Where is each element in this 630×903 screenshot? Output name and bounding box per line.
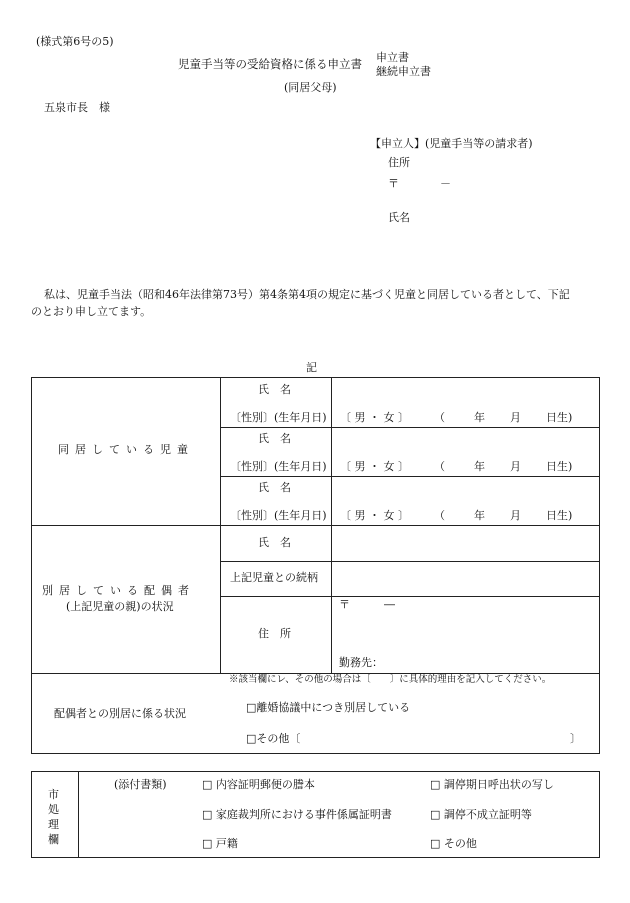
child-day-label: 日生)	[546, 411, 573, 424]
form-subtitle: (同居父母)	[284, 81, 337, 94]
child-year-label: 年	[474, 509, 485, 522]
child-sex-options: 〔 男 ・ 女 〕	[340, 509, 409, 522]
applicant-heading: 【申立人】(児童手当等の請求者)	[370, 137, 533, 150]
children-section-label: 同居している児童	[58, 443, 194, 456]
attachment-item: □ 内容証明郵便の謄本	[202, 778, 315, 791]
applicant-postal-symbol: 〒	[388, 177, 399, 190]
child-year-label: 年	[474, 460, 485, 473]
child-sex-options: 〔 男 ・ 女 〕	[340, 411, 409, 424]
title-option-continued: 継続申立書	[376, 65, 431, 78]
child-info-label: 〔性別〕(生年月日)	[230, 509, 327, 522]
child-year-label: 年	[474, 411, 485, 424]
spouse-name-label: 氏 名	[258, 536, 291, 549]
attachment-item: □ その他	[430, 837, 477, 850]
separation-option-divorce: □離婚協議中につき別居している	[246, 701, 411, 714]
attachment-item: □ 家庭裁判所における事件係属証明書	[202, 808, 392, 821]
form-number: (様式第6号の5)	[36, 35, 114, 48]
separation-note: ※該当欄にレ、その他の場合は〔 〕に具体的理由を記入してください。	[229, 674, 552, 685]
statement-line-2: のとおり申し立てます。	[31, 305, 152, 318]
spouse-relation-label: 上記児童との続柄	[230, 571, 318, 584]
separation-option-other: □その他〔	[246, 732, 301, 745]
spouse-section-sublabel: (上記児童の親)の状況	[66, 600, 174, 613]
applicant-postal-dash: －	[440, 177, 451, 190]
child-month-label: 月	[510, 509, 521, 522]
child-month-label: 月	[510, 460, 521, 473]
separation-section-label: 配偶者との別居に係る状況	[54, 707, 186, 720]
applicant-name-label: 氏名	[388, 211, 410, 224]
child-birth-paren: （	[434, 509, 445, 522]
child-month-label: 月	[510, 411, 521, 424]
spouse-postal-dash: ―	[384, 598, 395, 611]
spouse-postal-symbol: 〒	[339, 598, 350, 611]
applicant-address-label: 住所	[388, 156, 410, 169]
separation-option-other-close: 〕	[570, 732, 581, 745]
child-day-label: 日生)	[546, 509, 573, 522]
child-name-label: 氏 名	[258, 481, 291, 494]
child-info-label: 〔性別〕(生年月日)	[230, 411, 327, 424]
child-birth-paren: （	[434, 460, 445, 473]
attachment-item: □ 戸籍	[202, 837, 238, 850]
child-sex-options: 〔 男 ・ 女 〕	[340, 460, 409, 473]
statement-line-1: 私は、児童手当法（昭和46年法律第73号）第4条第4項の規定に基づく児童と同居している者として、下記	[44, 288, 570, 301]
spouse-workplace-label: 勤務先：	[339, 656, 383, 669]
title-option-application: 申立書	[376, 51, 409, 64]
spouse-address-label: 住 所	[258, 627, 291, 640]
attachment-item: □ 調停不成立証明等	[430, 808, 532, 821]
child-name-label: 氏 名	[258, 383, 291, 396]
addressee: 五泉市長 様	[44, 101, 110, 114]
child-birth-paren: （	[434, 411, 445, 424]
child-info-label: 〔性別〕(生年月日)	[230, 460, 327, 473]
child-name-label: 氏 名	[258, 432, 291, 445]
attachments-label: (添付書類)	[114, 778, 167, 791]
spouse-section-label: 別居している配偶者	[42, 584, 195, 597]
ki-label: 記	[306, 361, 317, 374]
attachment-item: □ 調停期日呼出状の写し	[430, 778, 554, 791]
child-day-label: 日生)	[546, 460, 573, 473]
main-table	[31, 377, 600, 754]
office-use-label: 市 処 理 欄	[48, 788, 59, 846]
form-title: 児童手当等の受給資格に係る申立書	[178, 57, 362, 71]
